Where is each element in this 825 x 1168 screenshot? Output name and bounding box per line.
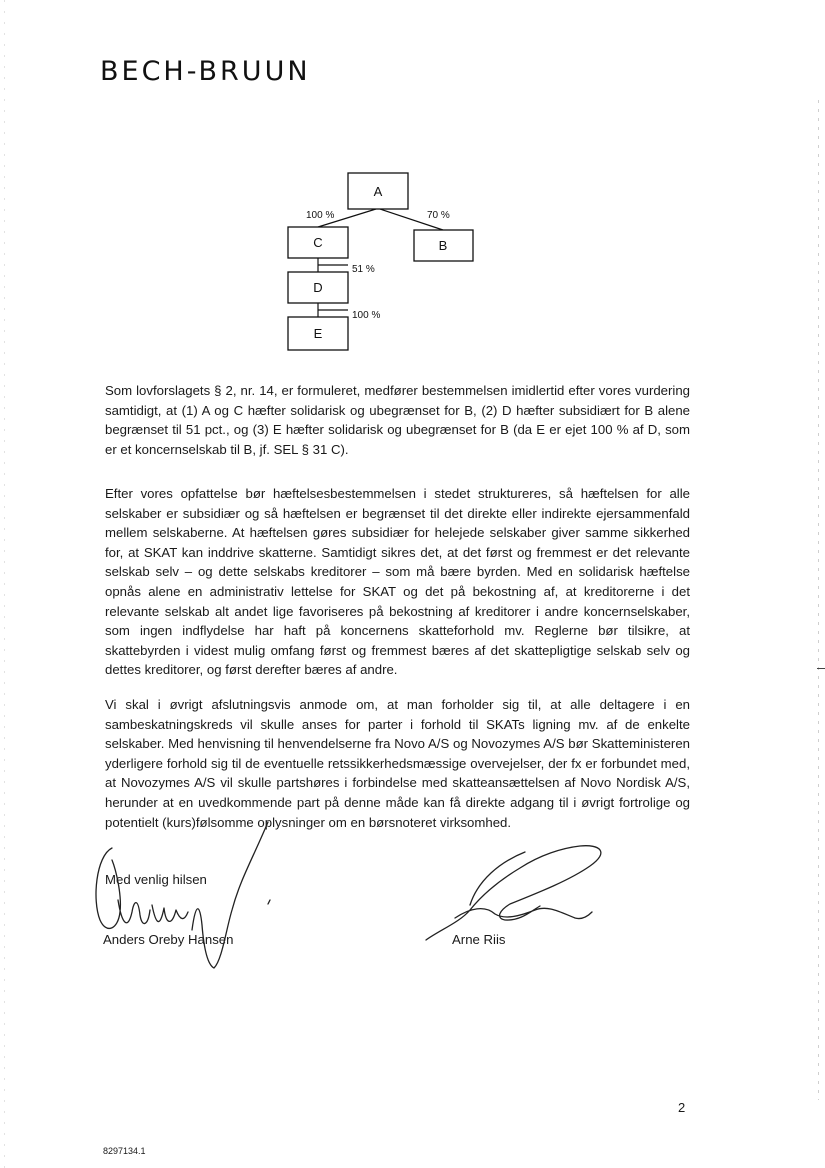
- signatory-name-1: Anders Oreby Hansen: [103, 932, 234, 947]
- body-paragraph-1: Som lovforslagets § 2, nr. 14, er formuleret, medfører bestemmelsen imidlertid efter vores vurdering samtidigt, at (1) A og C hæfter solidarisk og ubegrænset for B, (2) D hæfter subsidiært for B alene begrænset til 51 pct., og (3) E hæfter solidarisk og ubegrænset for B (da E er ejet 100 % af D, som er et koncernselskab til B, jf. SEL § 31 C).: [105, 383, 690, 457]
- ownership-pct-c-d: 51 %: [352, 264, 375, 275]
- signatory-name-2: Arne Riis: [452, 932, 506, 947]
- signature-2: [426, 846, 601, 940]
- signature-1-dot: [268, 900, 270, 904]
- page-number: 2: [678, 1100, 686, 1115]
- document-reference: 8297134.1: [103, 1146, 146, 1156]
- ownership-pct-a-c: 100 %: [306, 210, 335, 221]
- ownership-pct-a-b: 70 %: [427, 210, 450, 221]
- closing-salutation: Med venlig hilsen: [105, 872, 207, 887]
- entity-label-c: C: [313, 235, 323, 250]
- entity-label-b: B: [438, 238, 448, 253]
- entity-label-e: E: [313, 326, 323, 341]
- ownership-diagram: [0, 0, 825, 360]
- body-paragraph-2: Efter vores opfattelse bør hæftelsesbestemmelsen i stedet struktureres, så hæftelsen for alle selskaber er subsidiær og så hæftelsen er begrænset til det direkte eller indirekte ejersammenfald mellem selskaberne. At hæftelsen gøres subsidiær for helejede selskaber giver samme sikkerhed for, at SKAT kan inddrive skatterne. Samtidigt sikres det, at det først og fremmest er det relevante selskab selv – og dette selskabs kreditorer – som må bære byrden. Med en solidarisk hæftelse opnås alene en administrativ lettelse for SKAT og det på bekostning af, at kreditorerne i det relevante selskab alt andet lige favoriseres på bekostning af kreditorer i andre koncernselskaber, som ingen indflydelse har haft på koncernens skatteforhold mv. Reglerne bør tilsikre, at skattebyrden i videst mulig omfang først og fremmest bæres af det skattepligtige selskab selv og dettes kreditorer, og først derefter bæres af andre.: [105, 486, 690, 678]
- margin-tick: [817, 668, 825, 669]
- entity-label-a: A: [373, 184, 383, 199]
- entity-label-d: D: [313, 280, 323, 295]
- company-logo: BECH-BRUUN: [100, 56, 311, 87]
- body-paragraph-3: Vi skal i øvrigt afslutningsvis anmode om, at man forholder sig til, at alle deltagere i en sambeskatningskreds vil skulle anses for parter i forhold til SKATs ligning mv. af de enkelte selskaber. Med henvisning til henvendelserne fra Novo A/S og Novozymes A/S bør Skatteministeren yderligere forhold sig til de eventuelle retssikkerhedsmæssige overvejelser, der fx er forbundet med, at Novozymes A/S vil skulle partshøres i forbindelse med skatteansættelsen af Novo Nordisk A/S, herunder at en uvedkommende part på denne måde kan få direkte adgang til i øvrigt fortrolige og potentielt (kurs)følsomme oplysninger om en børsnoteret virksomhed.: [105, 697, 690, 830]
- ownership-pct-d-e: 100 %: [352, 310, 381, 321]
